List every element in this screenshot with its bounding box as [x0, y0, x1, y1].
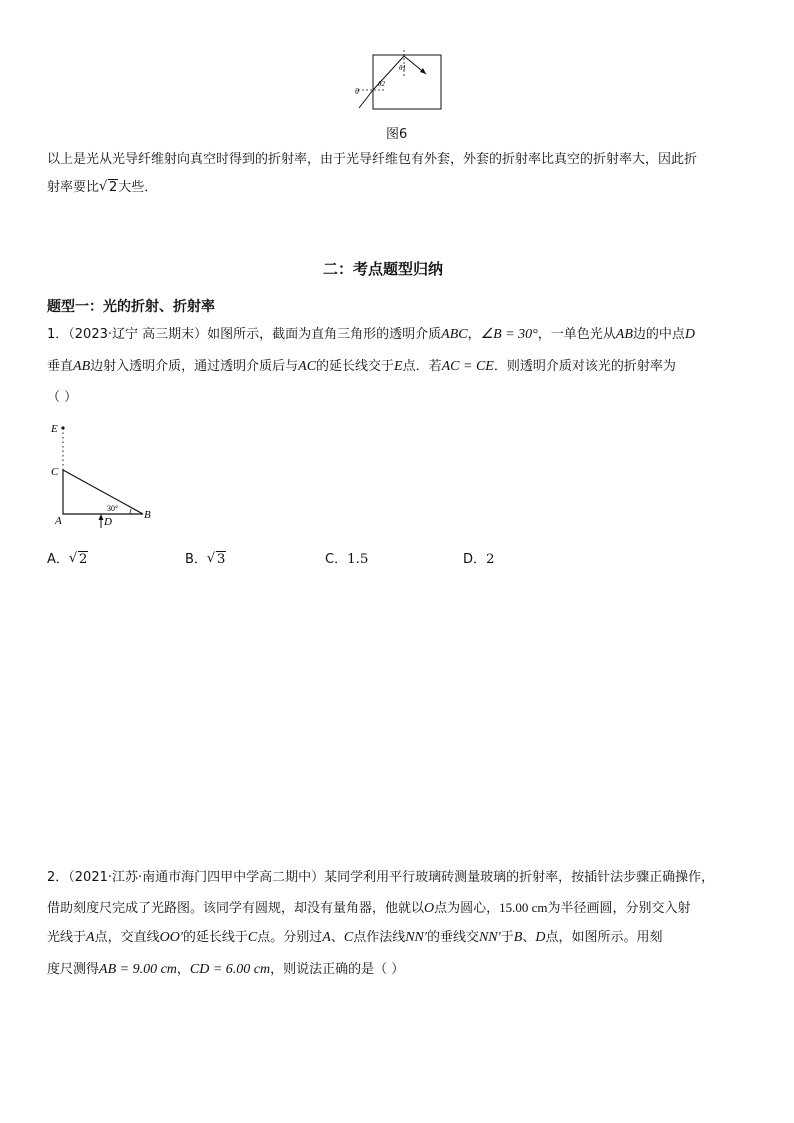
q2-c: C — [247, 930, 258, 945]
theta1-label: θ1 — [399, 64, 406, 72]
q2-a: A — [86, 930, 95, 945]
intro-line-1: 以上是光从光导纤维射向真空时得到的折射率，由于光导纤维包有外套，外套的折射率比真空的折射率大，因此折 — [47, 152, 698, 167]
label-angle: 30° — [107, 504, 119, 513]
q2-text-3a: 光线于 — [47, 930, 87, 945]
q2-text-3b: 点，交直线 — [94, 930, 160, 945]
q2-text-3d: 点。分别过 — [257, 930, 323, 945]
q1-option-d[interactable] — [463, 551, 495, 569]
q1-text-2b: 边射入透明介质，通过透明介质后与 — [90, 359, 299, 374]
q2-text-4b: ， — [176, 962, 190, 977]
q1-abc: ABC — [441, 327, 468, 342]
option-a-label: A． — [47, 552, 69, 567]
q2-nn: NN′ — [405, 930, 427, 945]
q1-text-2d: 点．若 — [402, 359, 442, 374]
intro-line-2-suffix: 大些． — [118, 180, 158, 195]
q2-cd-eq: CD = 6.00 cm — [189, 962, 271, 977]
right-triangle — [63, 470, 143, 514]
q2-d: D — [535, 930, 546, 945]
sqrt-2: √ 2 — [99, 179, 118, 195]
q2-line-1 — [47, 869, 714, 887]
figure-6-diagram — [352, 48, 444, 112]
q2-line-2 — [47, 899, 691, 918]
q2-line-4 — [47, 961, 404, 979]
q2-text-3i: 点，如图所示。用刻 — [545, 930, 663, 945]
q2-a-2: A — [322, 930, 331, 945]
q2-text-2b: 点为圆心， — [434, 901, 500, 916]
q1-text-2c: 的延长线交于 — [316, 359, 395, 374]
light-ray-arrowhead — [99, 514, 104, 520]
sqrt-value: 2 — [109, 180, 118, 195]
q1-text-2e: ．则透明介质对该光的折射率为 — [493, 359, 676, 374]
option-a-value: 2 — [78, 552, 88, 567]
q2-text-4a: 度尺测得 — [47, 962, 100, 977]
angle-arc — [130, 509, 131, 514]
q1-line-1: 1．（2023·辽宁 高三期末）如图所示，截面为直角三角形的透明介质ABC，∠B = 30°，一单色光从AB边的中点D — [47, 327, 696, 342]
theta-label: θ — [355, 87, 359, 96]
section-title: 二：考点题型归纳 — [323, 260, 444, 278]
q1-e: E — [394, 359, 403, 374]
q1-ab: AB — [615, 327, 633, 342]
q2-text-2a: 借助刻度尺完成了光路图。该同学有圆规，却没有量角器，他就以 — [47, 901, 425, 916]
q2-text-3g: 的垂线交 — [426, 930, 479, 945]
option-b-value: 3 — [216, 552, 226, 567]
q1-number: 1． — [47, 327, 69, 342]
q2-text-3e: 、 — [330, 930, 344, 945]
q1-option-a[interactable] — [47, 551, 88, 569]
q1-text-1c: 边的中点 — [632, 327, 685, 342]
label-c: C — [51, 466, 59, 478]
point-e-dot — [61, 426, 64, 429]
q2-text-3h: 于 — [500, 930, 514, 945]
option-c-label: C． — [325, 552, 348, 567]
option-b-label: B． — [185, 552, 207, 567]
incident-ray — [359, 90, 373, 108]
q1-text-1a: 如图所示，截面为直角三角形的透明介质 — [207, 327, 442, 342]
q1-option-b[interactable] — [185, 551, 226, 569]
q2-ab-eq: AB = 9.00 cm — [99, 962, 177, 977]
figure-6-caption: 图6 — [386, 127, 408, 142]
option-d-value: 2 — [486, 552, 495, 567]
option-a-sqrt: √ 2 — [68, 551, 88, 567]
q1-text-2a: 垂直 — [47, 359, 74, 374]
topic-1-title: 题型一：光的折射、折射率 — [47, 299, 215, 315]
label-b: B — [144, 509, 151, 521]
q2-line-3: 光线于A点，交直线OO′的延长线于C点。分别过A、C点作法线NN′的垂线交NN′于B、D点，如图所示。用刻 — [47, 930, 663, 945]
q2-o: O — [424, 901, 435, 916]
label-d: D — [104, 516, 112, 528]
label-e: E — [51, 423, 58, 435]
q2-number: 2． — [47, 870, 69, 885]
q1-d: D — [684, 327, 696, 342]
q1-angle: ∠B = 30° — [480, 327, 538, 342]
q2-source: （2021·江苏·南通市海门四甲中学高二期中） — [68, 870, 325, 885]
ray-arrowhead — [420, 68, 426, 74]
q1-source: （2023·辽宁 高三期末） — [68, 327, 208, 342]
q1-triangle-diagram — [46, 418, 166, 530]
q2-nn-2: NN′ — [478, 930, 501, 945]
q1-line-2 — [47, 358, 676, 376]
intro-line-2-prefix: 射率要比 — [47, 180, 100, 195]
intro-line-2 — [47, 179, 157, 197]
theta2-label: θ2 — [378, 80, 385, 88]
q2-text-1: 某同学利用平行玻璃砖测量玻璃的折射率，按插针法步骤正确操作， — [324, 870, 715, 885]
label-a: A — [55, 515, 62, 527]
q2-c-2: C — [343, 930, 354, 945]
q1-ab-2: AB — [73, 359, 91, 374]
q1-option-c[interactable] — [325, 551, 368, 569]
q2-text-2c: 为半径画圆，分别交入射 — [547, 901, 691, 916]
q1-text-1b: ，一单色光从 — [537, 327, 616, 342]
q2-text-4c: ，则说法正确的是（ ） — [270, 962, 405, 977]
option-d-label: D． — [463, 552, 487, 567]
q1-bracket: （ ） — [47, 390, 78, 405]
q1-ac: AC — [298, 359, 317, 374]
option-c-value: 1.5 — [347, 552, 369, 567]
q1-equation: AC = CE — [441, 359, 494, 374]
q2-oo: OO′ — [159, 930, 183, 945]
q2-text-3c: 的延长线于 — [182, 930, 248, 945]
q2-radius: 15.00 cm — [499, 900, 548, 915]
q2-text-3f: 点作法线 — [353, 930, 406, 945]
option-b-sqrt: √ 3 — [206, 551, 226, 567]
q2-b: B — [513, 930, 523, 945]
